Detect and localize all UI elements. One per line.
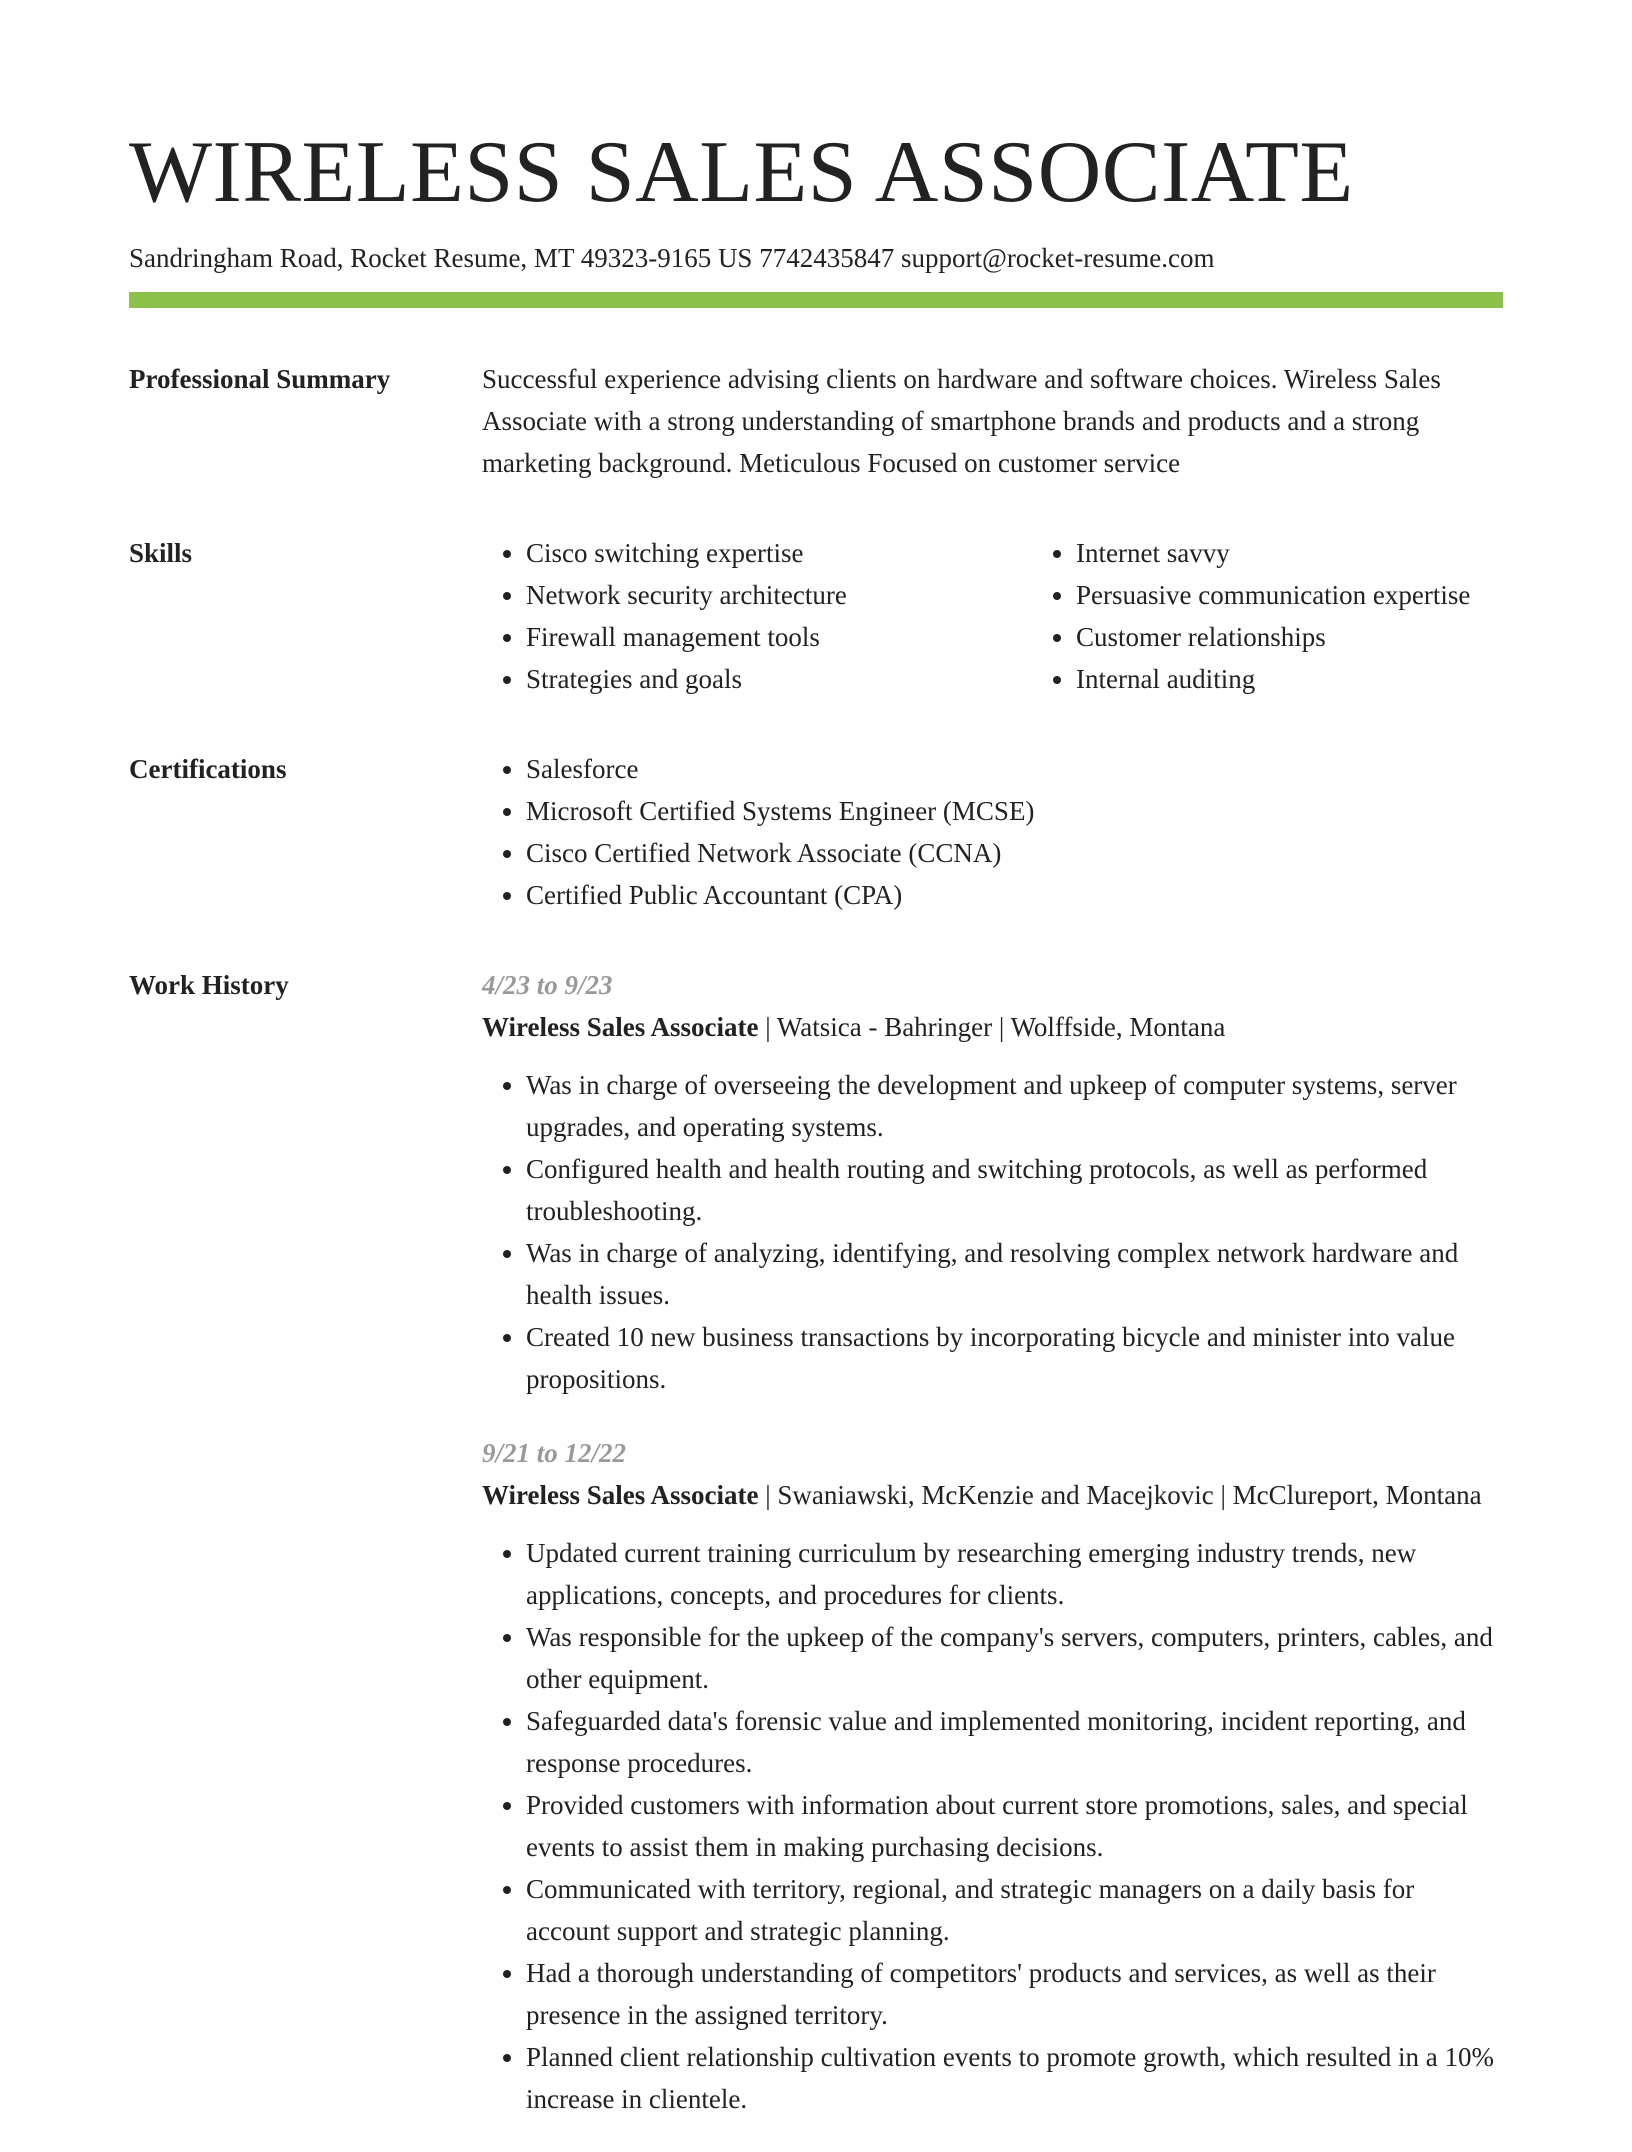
job-bullet: • Updated current training curriculum by researching emerging industry trends, new applications, concepts, and procedures for clients. — [526, 1532, 1503, 1616]
skill-item: • Strategies and goals — [526, 658, 1032, 700]
section-label-skills: Skills — [129, 538, 193, 568]
skill-item: • Firewall management tools — [526, 616, 1032, 658]
skill-item: • Cisco switching expertise — [526, 532, 1032, 574]
job-title: Wireless Sales Associate — [482, 1012, 759, 1042]
job-bullet: • Was responsible for the upkeep of the company's servers, computers, printers, cables, and other equipment. — [526, 1616, 1503, 1700]
certifications-section — [129, 748, 1503, 916]
job-title: Wireless Sales Associate — [482, 1480, 759, 1510]
job-dates: 4/23 to 9/23 — [482, 970, 613, 1000]
skill-item: • Persuasive communication expertise — [1076, 574, 1582, 616]
job-bullets — [482, 1064, 1503, 1400]
skills-section — [129, 532, 1503, 700]
job-bullet: • Was in charge of overseeing the development and upkeep of computer systems, server upgrades, and operating systems. — [526, 1064, 1503, 1148]
job-details: | Watsica - Bahringer | Wolffside, Montana — [758, 1012, 1226, 1042]
job-bullet: • Provided customers with information about current store promotions, sales, and special events to assist them in making purchasing decisions. — [526, 1784, 1503, 1868]
job-bullet: • Had a thorough understanding of competitors' products and services, as well as their presence in the assigned territory. — [526, 1952, 1503, 2036]
certification-item: • Certified Public Accountant (CPA) — [526, 874, 1503, 916]
skill-item: • Customer relationships — [1076, 616, 1582, 658]
work-history-section — [129, 964, 1503, 2152]
skill-item: • Internal auditing — [1076, 658, 1582, 700]
job-bullet: • Safeguarded data's forensic value and implemented monitoring, incident reporting, and response procedures. — [526, 1700, 1503, 1784]
contact-line: Sandringham Road, Rocket Resume, MT 49323-9165 US 7742435847 support@rocket-resume.com — [129, 243, 1215, 273]
job-bullet: • Configured health and health routing and switching protocols, as well as performed troubleshooting. — [526, 1148, 1503, 1232]
certifications-list — [482, 748, 1503, 916]
skills-list-right — [1032, 532, 1582, 700]
section-label-summary: Professional Summary — [129, 364, 391, 394]
skill-item: • Network security architecture — [526, 574, 1032, 616]
section-label-work-history: Work History — [129, 970, 289, 1000]
job-bullet: • Created 10 new business transactions by incorporating bicycle and minister into value propositions. — [526, 1316, 1503, 1400]
section-label-certifications: Certifications — [129, 754, 287, 784]
professional-summary-section — [129, 358, 1503, 484]
resume-title: WIRELESS SALES ASSOCIATE — [129, 124, 1354, 221]
job-heading — [482, 1006, 1503, 1048]
job-bullet: • Was in charge of analyzing, identifying, and resolving complex network hardware and health issues. — [526, 1232, 1503, 1316]
job-dates: 9/21 to 12/22 — [482, 1438, 627, 1468]
certification-item: • Microsoft Certified Systems Engineer (MCSE) — [526, 790, 1503, 832]
job-entry — [482, 1432, 1503, 2120]
accent-divider — [129, 292, 1503, 308]
job-bullets — [482, 1532, 1503, 2120]
skill-item: • Internet savvy — [1076, 532, 1582, 574]
summary-text: Successful experience advising clients on hardware and software choices. Wireless Sales Associate with a strong understanding of smartphone brands and products and a strong marketing background. Meticulous Focused on customer service — [482, 364, 1441, 478]
job-bullet: • Planned client relationship cultivation events to promote growth, which resulted in a 10% increase in clientele. — [526, 2036, 1503, 2120]
job-details: | Swaniawski, McKenzie and Macejkovic | McClureport, Montana — [758, 1480, 1482, 1510]
skills-list-left — [482, 532, 1032, 700]
job-heading — [482, 1474, 1503, 1516]
job-bullet: • Communicated with territory, regional, and strategic managers on a daily basis for account support and strategic planning. — [526, 1868, 1503, 1952]
certification-item: • Salesforce — [526, 748, 1503, 790]
job-entry — [482, 964, 1503, 1400]
certification-item: • Cisco Certified Network Associate (CCNA) — [526, 832, 1503, 874]
